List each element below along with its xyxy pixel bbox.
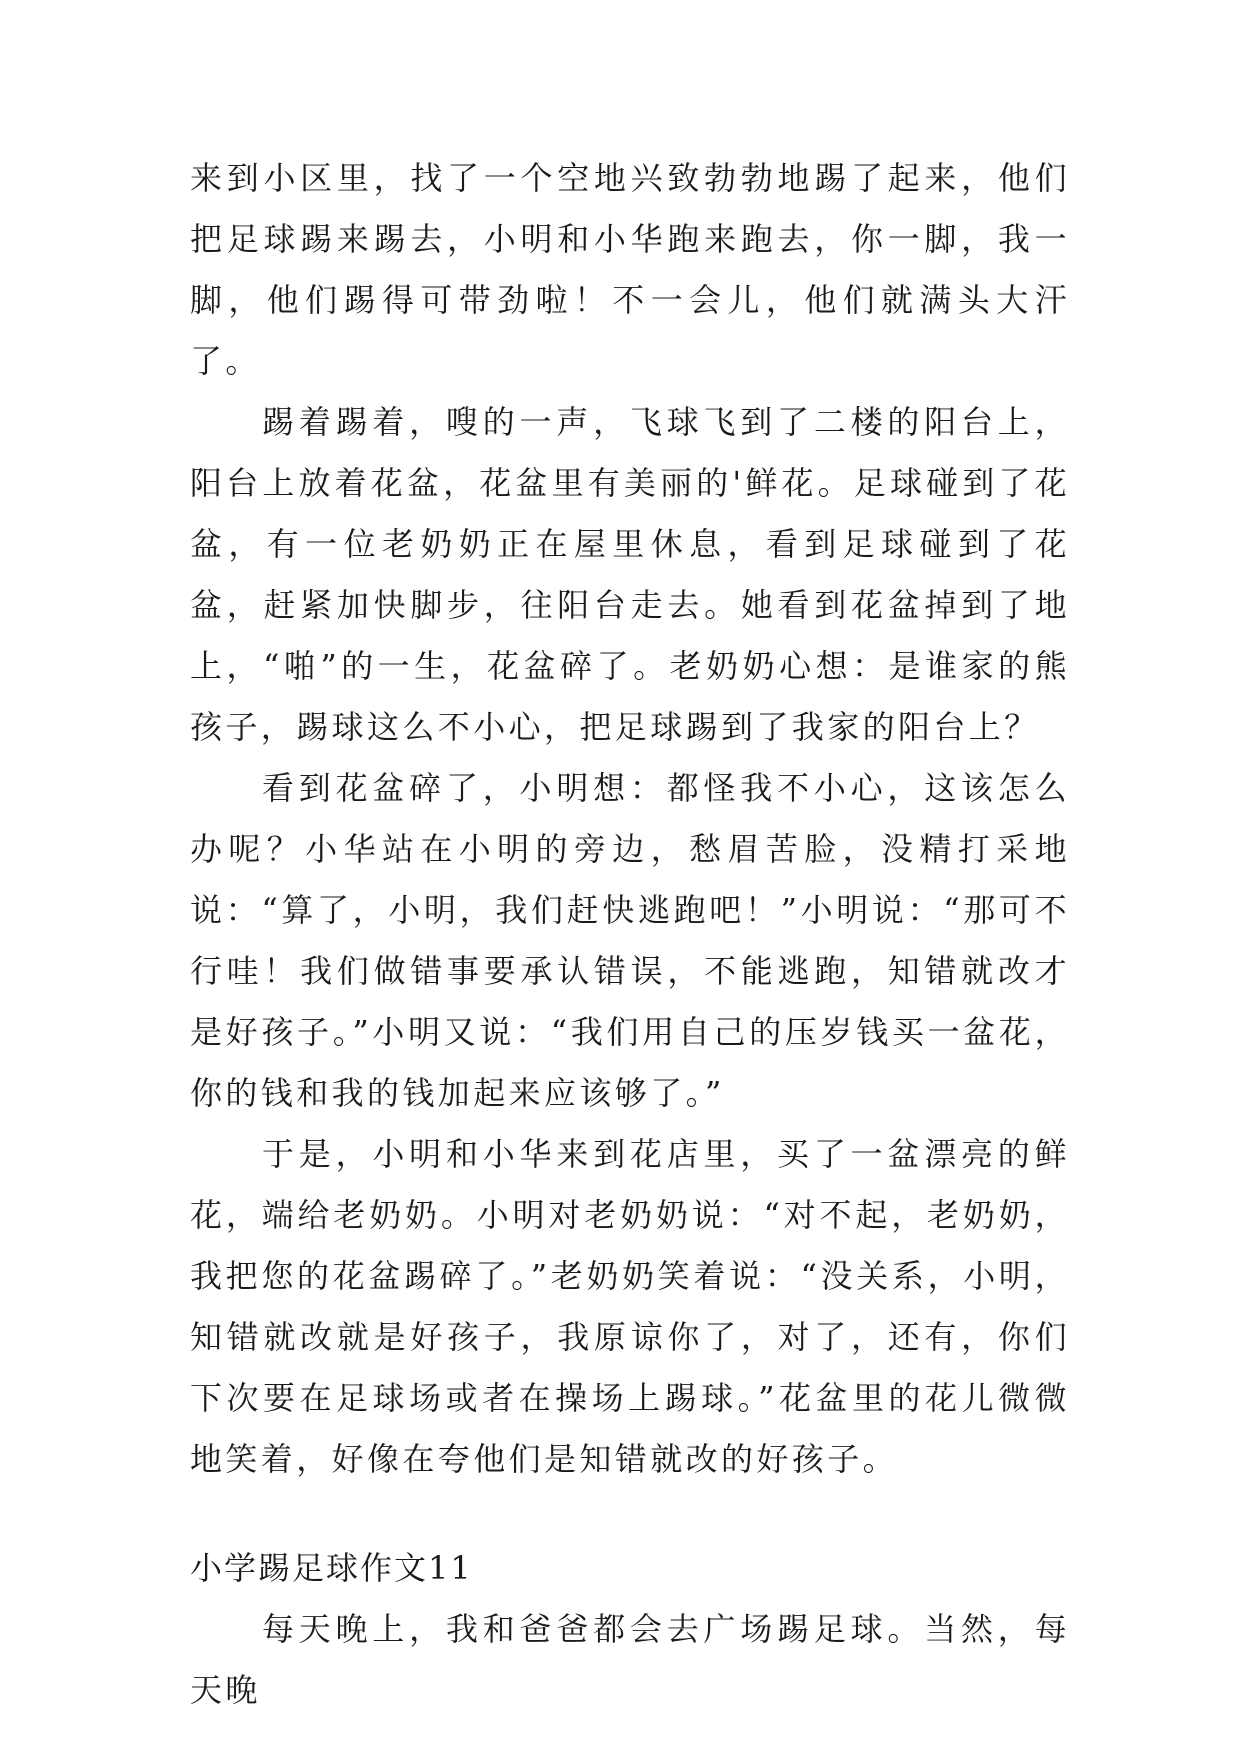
paragraph-5: 每天晚上，我和爸爸都会去广场踢足球。当然，每天晚 [190,1610,1070,1709]
paragraph-2: 踢着踢着，嗖的一声，飞球飞到了二楼的阳台上，阳台上放着花盆，花盆里有美丽的'鲜花。足球碰到了花盆，有一位老奶奶正在屋里休息，看到足球碰到了花盆，赶紧加快脚步，往阳台走去。她看到花盆掉到了地上，“啪”的一生，花盆碎了。老奶奶心想：是谁家的熊孩子，踢球这么不小心，把足球踢到了我家的阳台上？ [190,403,1070,746]
section-title: 小学踢足球作文11 [190,1549,473,1587]
document-page [190,148,1070,1721]
paragraph-3: 看到花盆碎了，小明想：都怪我不小心，这该怎么办呢？小华站在小明的旁边，愁眉苦脸，没精打采地说：“算了，小明，我们赶快逃跑吧！”小明说：“那可不行哇！我们做错事要承认错误，不能逃跑，知错就改才是好孩子。”小明又说：“我们用自己的压岁钱买一盆花，你的钱和我的钱加起来应该够了。” [190,769,1070,1112]
paragraph-1: 来到小区里，找了一个空地兴致勃勃地踢了起来，他们把足球踢来踢去，小明和小华跑来跑去，你一脚，我一脚，他们踢得可带劲啦！不一会儿，他们就满头大汗了。 [190,159,1070,380]
paragraph-4: 于是，小明和小华来到花店里，买了一盆漂亮的鲜花，端给老奶奶。小明对老奶奶说：“对不起，老奶奶，我把您的花盆踢碎了。”老奶奶笑着说：“没关系，小明，知错就改就是好孩子，我原谅你了，对了，还有，你们下次要在足球场或者在操场上踢球。”花盆里的花儿微微地笑着，好像在夸他们是知错就改的好孩子。 [190,1135,1070,1478]
